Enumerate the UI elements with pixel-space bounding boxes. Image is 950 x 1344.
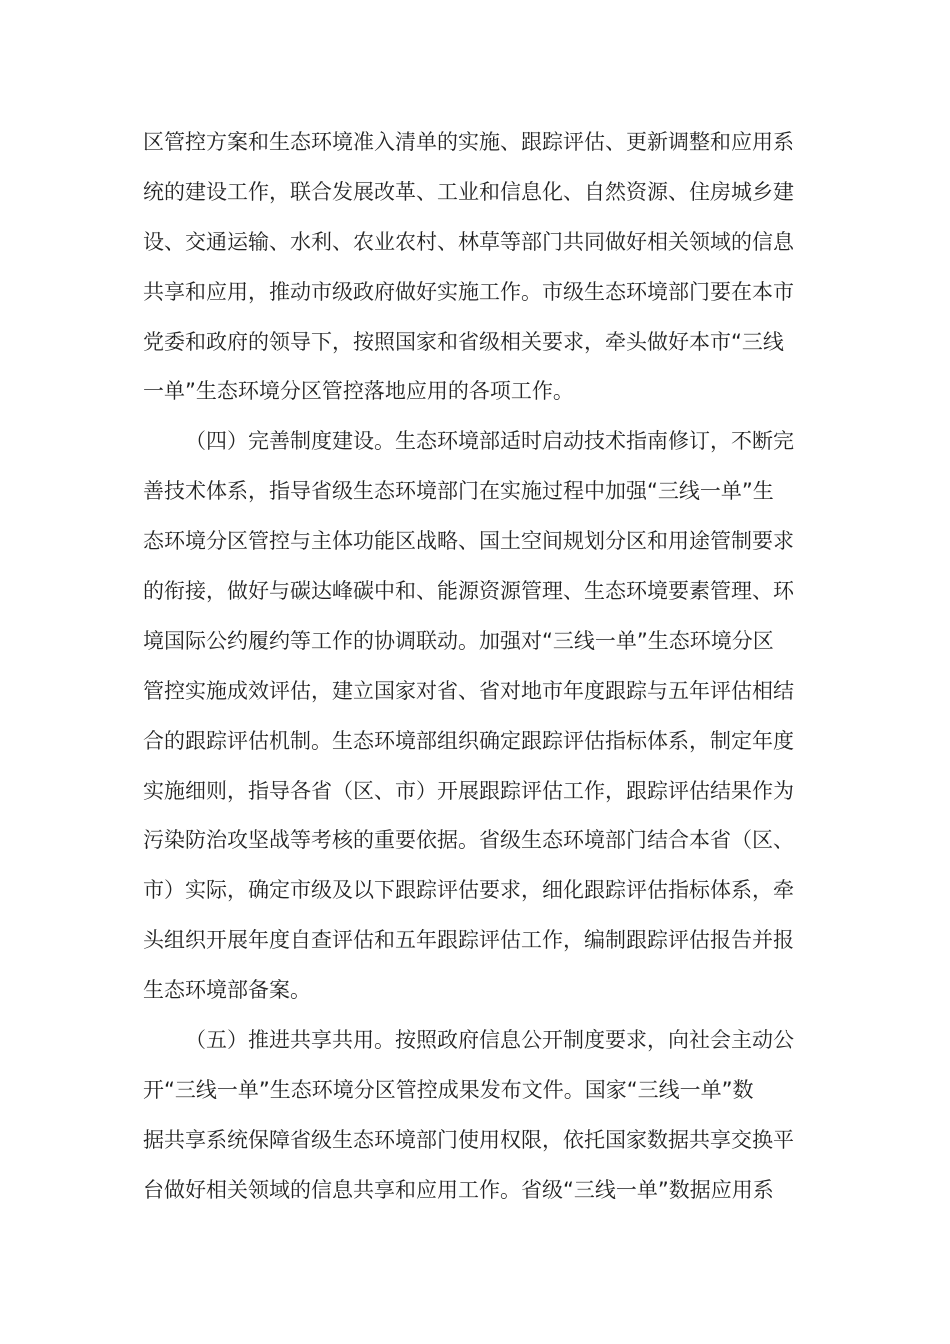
text-line: 市）实际，确定市级及以下跟踪评估要求，细化跟踪评估指标体系，牵: [143, 878, 794, 903]
text-line: 合的跟踪评估机制。生态环境部组织确定跟踪评估指标体系，制定年度: [143, 728, 794, 753]
document-body: [143, 118, 809, 1216]
text-line: 境国际公约履约等工作的协调联动。加强对“三线一单”生态环境分区: [143, 628, 774, 653]
text-line: 污染防治攻坚战等考核的重要依据。省级生态环境部门结合本省（区、: [143, 828, 794, 853]
text-line: 头组织开展年度自查评估和五年跟踪评估工作，编制跟踪评估报告并报: [143, 928, 794, 953]
text-line-first: （四）完善制度建设。生态环境部适时启动技术指南修订，不断完: [185, 429, 794, 454]
text-line: 区管控方案和生态环境准入清单的实施、跟踪评估、更新调整和应用系: [143, 130, 794, 154]
paragraph-3-sharing: [143, 1016, 809, 1216]
text-line: 的衔接，做好与碳达峰碳中和、能源资源管理、生态环境要素管理、环: [143, 579, 794, 604]
text-line-first: （五）推进共享共用。按照政府信息公开制度要求，向社会主动公: [185, 1028, 794, 1053]
text-line: 共享和应用，推动市级政府做好实施工作。市级生态环境部门要在本市: [143, 279, 794, 304]
text-line: 据共享系统保障省级生态环境部门使用权限，依托国家数据共享交换平: [143, 1127, 794, 1152]
text-line: 态环境分区管控与主体功能区战略、国土空间规划分区和用途管制要求: [143, 529, 794, 554]
text-line: 一单”生态环境分区管控落地应用的各项工作。: [143, 379, 574, 404]
text-line: 管控实施成效评估，建立国家对省、省对地市年度跟踪与五年评估相结: [143, 678, 794, 703]
text-line: 统的建设工作，联合发展改革、工业和信息化、自然资源、住房城乡建: [143, 179, 794, 204]
text-line: 善技术体系，指导省级生态环境部门在实施过程中加强“三线一单”生: [143, 479, 774, 504]
paragraph-2-system-building: [143, 417, 809, 1016]
paragraph-1: [143, 118, 809, 417]
text-line: 台做好相关领域的信息共享和应用工作。省级“三线一单”数据应用系: [143, 1177, 774, 1202]
text-line: 生态环境部备案。: [143, 978, 311, 1003]
text-line: 开“三线一单”生态环境分区管控成果发布文件。国家“三线一单”数: [143, 1077, 754, 1102]
text-line: 党委和政府的领导下，按照国家和省级相关要求，牵头做好本市“三线: [143, 329, 784, 354]
text-line: 实施细则，指导各省（区、市）开展跟踪评估工作，跟踪评估结果作为: [143, 778, 794, 803]
text-line: 设、交通运输、水利、农业农村、林草等部门共同做好相关领域的信息: [143, 229, 794, 254]
